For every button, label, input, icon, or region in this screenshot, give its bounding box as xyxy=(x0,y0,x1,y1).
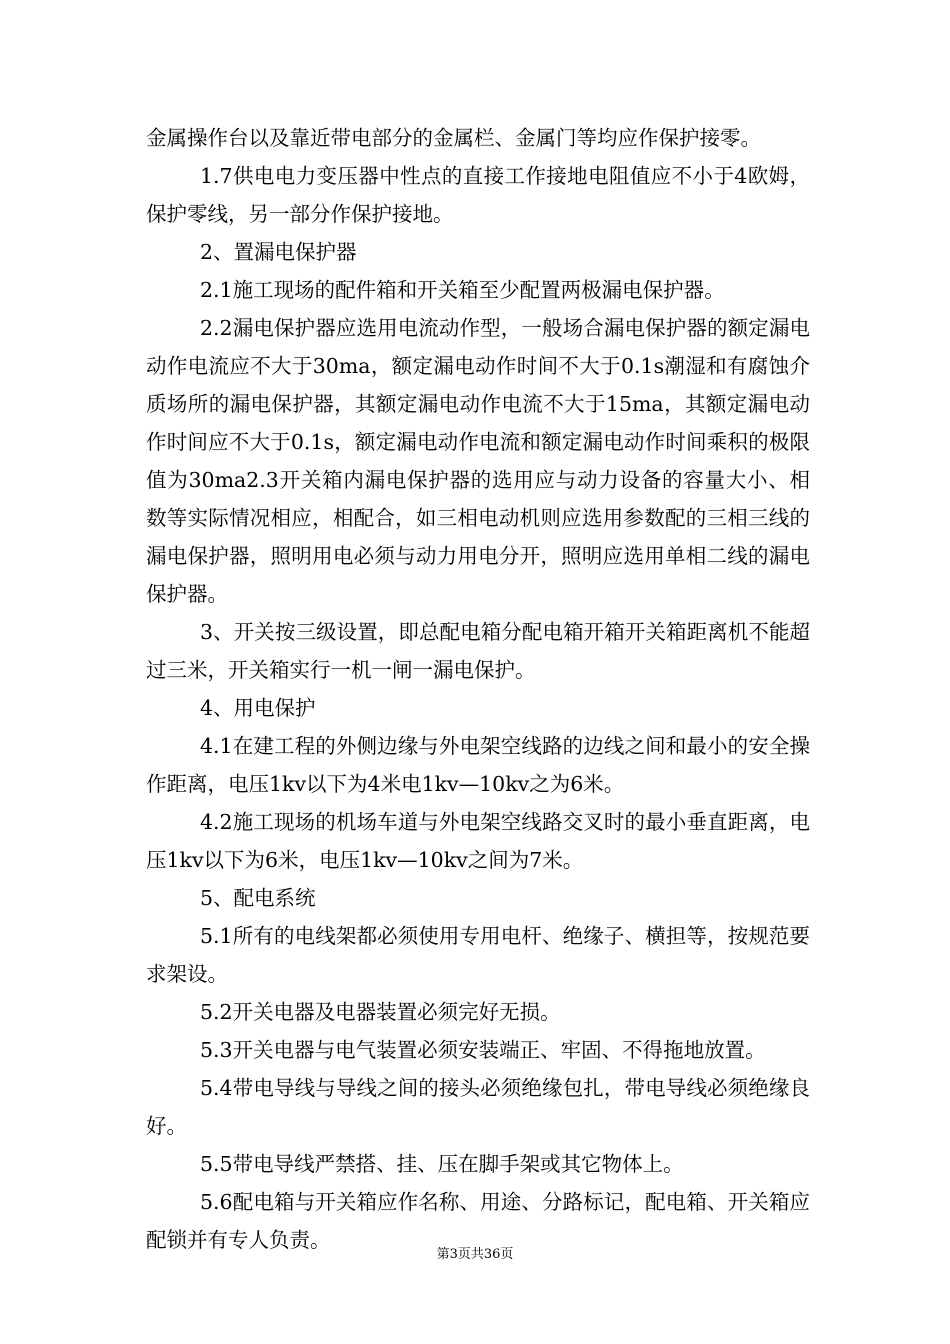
paragraph: 金属操作台以及靠近带电部分的金属栏、金属门等均应作保护接零。 xyxy=(146,126,761,150)
paragraph: 2.1施工现场的配件箱和开关箱至少配置两极漏电保护器。 xyxy=(200,278,725,302)
section-heading: 5、配电系统 xyxy=(200,886,316,910)
page-number-footer: 第3页共36页 xyxy=(436,1247,514,1262)
paragraph: 5.5带电导线严禁搭、挂、压在脚手架或其它物体上。 xyxy=(200,1152,684,1176)
paragraph: 2.2漏电保护器应选用电流动作型，一般场合漏电保护器的额定漏电动作电流应不大于30ma，额定漏电动作时间不大于0.1s潮湿和有腐蚀介质场所的漏电保护器，其额定漏电动作电流不大于15ma，其额定漏电动作时间应不大于0.1s，额定漏电动作电流和额定漏电动作时间乘积的极限值为30ma2.3开关箱内漏电保护器的选用应与动力设备的容量大小、相数等实际情况相应，相配合，如三相电动机则应选用参数配的三相三线的漏电保护器，照明用电必须与动力用电分开，照明应选用单相二线的漏电保护器。 xyxy=(146,316,810,606)
section-heading: 4、用电保护 xyxy=(200,696,316,720)
section-heading: 2、置漏电保护器 xyxy=(200,240,357,264)
paragraph: 5.2开关电器及电器装置必须完好无损。 xyxy=(200,1000,561,1024)
paragraph: 3、开关按三级设置，即总配电箱分配电箱开箱开关箱距离机不能超过三米，开关箱实行一机一闸一漏电保护。 xyxy=(146,620,810,682)
paragraph: 5.6配电箱与开关箱应作名称、用途、分路标记，配电箱、开关箱应配锁并有专人负责。 xyxy=(146,1190,810,1252)
document-body xyxy=(146,119,810,1259)
paragraph: 4.1在建工程的外侧边缘与外电架空线路的边线之间和最小的安全操作距离，电压1kv以下为4米电1kv—10kv之为6米。 xyxy=(146,734,810,796)
paragraph: 1.7供电电力变压器中性点的直接工作接地电阻值应不小于4欧姆，保护零线，另一部分作保护接地。 xyxy=(146,164,810,226)
paragraph: 4.2施工现场的机场车道与外电架空线路交叉时的最小垂直距离，电压1kv以下为6米，电压1kv—10kv之间为7米。 xyxy=(146,810,810,872)
paragraph: 5.4带电导线与导线之间的接头必须绝缘包扎，带电导线必须绝缘良好。 xyxy=(146,1076,810,1138)
paragraph: 5.3开关电器与电气装置必须安装端正、牢固、不得拖地放置。 xyxy=(200,1038,766,1062)
paragraph: 5.1所有的电线架都必须使用专用电杆、绝缘子、横担等，按规范要求架设。 xyxy=(146,924,810,986)
